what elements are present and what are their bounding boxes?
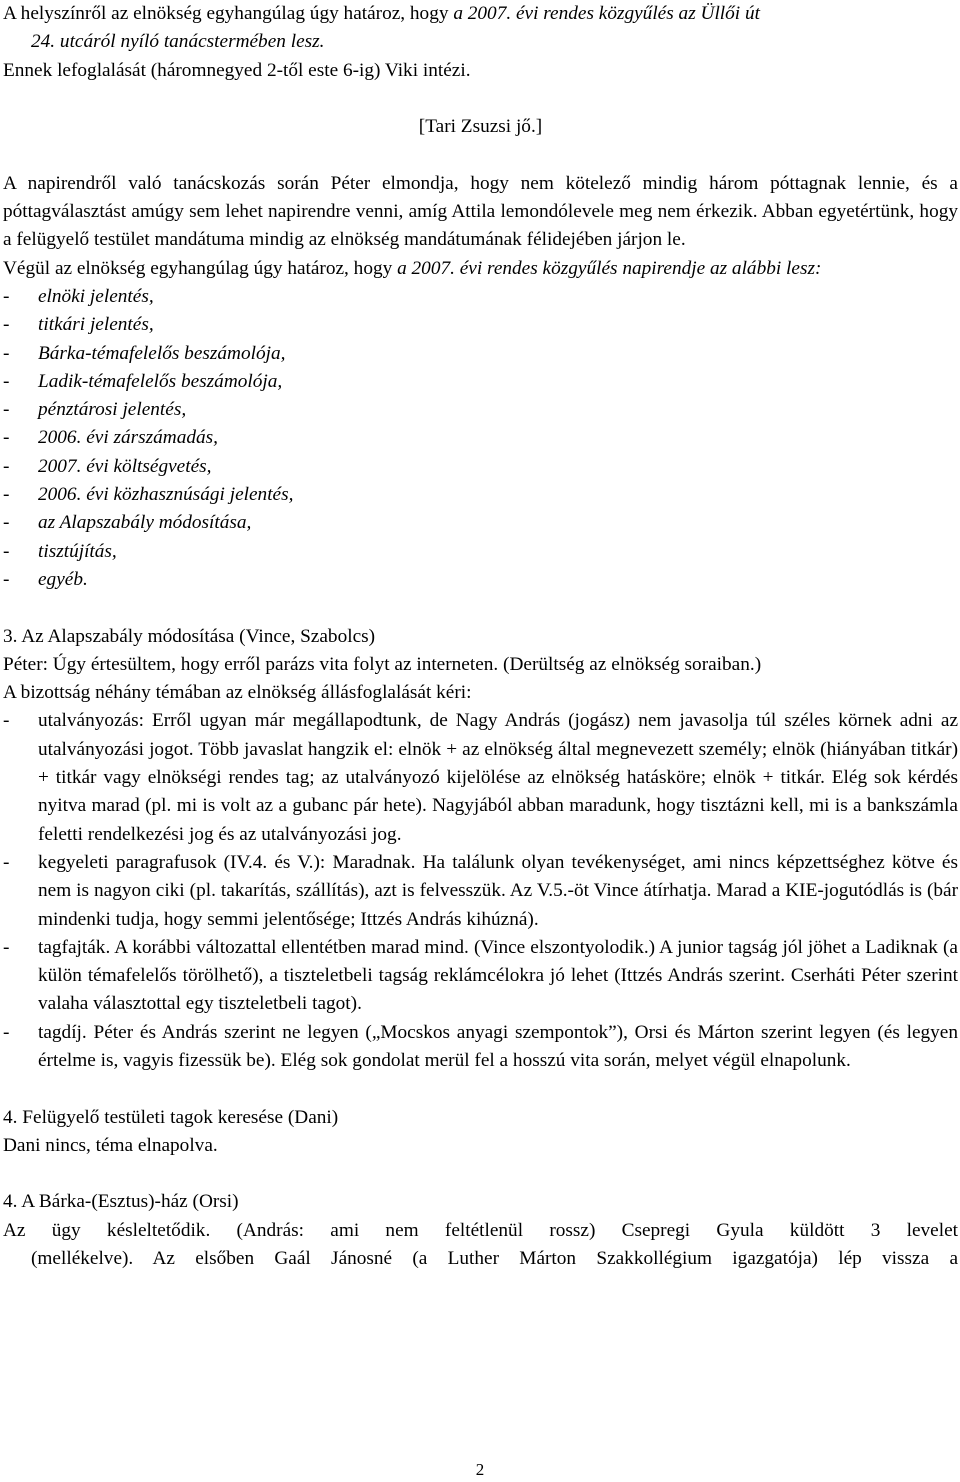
list-dash: - <box>3 1021 10 1043</box>
list-dash: - <box>3 710 10 732</box>
list-item-text: 2007. évi költségvetés, <box>38 455 212 477</box>
section-3-line-2: A bizottság néhány témában az elnökség állásfoglalását kéri: <box>3 682 472 704</box>
list-dash: - <box>3 370 10 392</box>
list-dash: - <box>3 484 10 506</box>
agenda-decision-paragraph <box>3 255 958 283</box>
section-4b-line-2: (mellékelve). Az elsőben Gaál Jánosné (a Luther Márton Szakkollégium igazgatója) lép vissza a <box>31 1248 958 1270</box>
list-item-text: 2006. évi zárszámadás, <box>38 427 218 449</box>
list-item-text: elnöki jelentés, <box>38 285 154 307</box>
list-item <box>3 849 958 934</box>
spacer <box>3 1160 958 1188</box>
list-item-text: egyéb. <box>38 568 88 590</box>
agenda-discussion-paragraph: A napirendről való tanácskozás során Péter elmondja, hogy nem kötelező mindig három póttagnak lennie, és a póttagválasztást amúgy sem lehet napirendre venni, amíg Attila lemondólevele meg nem érkezik. Abban egyetértünk, hogy a felügyelő testület mandátuma mindig az elnökség mandátumának félidejében járjon le. <box>3 172 958 251</box>
section-3-heading: 3. Az Alapszabály módosítása (Vince, Szabolcs) <box>3 625 376 647</box>
list-item <box>3 424 958 452</box>
list-dash: - <box>3 851 10 873</box>
list-item-text: tagdíj. Péter és András szerint ne legyen („Mocskos anyagi szempontok”), Orsi és Márton szerint legyen (és legyen értelme is, vagyis fizessük be). Elég sok gondolat merül fel a hosszú vita során, melyet végül elnapolunk. <box>38 1021 958 1071</box>
list-dash: - <box>3 342 10 364</box>
venue-italic-text: a 2007. évi rendes közgyűlés az Üllői út <box>453 3 760 24</box>
venue-italic-continued: 24. utcáról nyíló tanácstermében lesz. <box>31 31 325 53</box>
list-dash: - <box>3 455 10 477</box>
spacer <box>3 141 958 169</box>
list-dash: - <box>3 314 10 336</box>
list-item-text: tisztújítás, <box>38 540 117 562</box>
section-3-line-1: Péter: Úgy értesültem, hogy erről parázs vita folyt az interneten. (Derültség az elnökség soraiban.) <box>3 653 762 675</box>
list-item <box>3 283 958 311</box>
list-dash: - <box>3 936 10 958</box>
list-dash: - <box>3 540 10 562</box>
section-4b-heading: 4. A Bárka-(Esztus)-ház (Orsi) <box>3 1191 239 1213</box>
list-item-text: pénztárosi jelentés, <box>38 399 187 421</box>
list-dash: - <box>3 512 10 534</box>
spacer <box>3 85 958 113</box>
list-item <box>3 934 958 1019</box>
list-item <box>3 396 958 424</box>
venue-text: A helyszínről az elnökség egyhangúlag úgy határoz, hogy <box>3 3 454 24</box>
list-item <box>3 453 958 481</box>
list-dash: - <box>3 285 10 307</box>
agenda-list <box>3 283 958 594</box>
venue-line-1 <box>3 0 958 28</box>
list-item-text: tagfajták. A korábbi változattal ellentétben marad mind. (Vince elszontyolodik.) A junior tagság jól jöhet a Ladiknak (a külön témafelelős törölhető), a tiszteletbeli tagság reklámcélokra jó lehet (Ittzés András szerint. Cserháti Péter szerint valaha választottal egy tiszteletbeli tagot). <box>38 936 958 1015</box>
list-item-text: utalványozás: Erről ugyan már megállapodtunk, de Nagy András (jogász) nem javasolja túl széles körnek adni az utalványozási jogot. Több javaslat hangzik el: elnök + az elnökség által megnevezett személy; elnök (hiányában titkár) + titkár vagy elnökségi rendes tag; az utalványozó kijelölése az elnökség hatásköre; elnök + titkár. Elég sok kérdés nyitva marad (pl. mi is volt az a gubanc pár hete). Nagyjából abban maradunk, hogy tisztázni kell, mi is a bankszámla feletti rendelkezési jog és az utalványozási jog. <box>38 710 958 845</box>
list-dash: - <box>3 399 10 421</box>
list-item <box>3 509 958 537</box>
bylaws-topics-list <box>3 707 958 1075</box>
venue-paragraph <box>3 0 958 85</box>
spacer <box>3 1075 958 1103</box>
list-dash: - <box>3 568 10 590</box>
decision-italic-text: a 2007. évi rendes közgyűlés napirendje az alábbi lesz: <box>397 257 822 279</box>
page-number: 2 <box>475 1460 485 1479</box>
list-item-text: az Alapszabály módosítása, <box>38 512 252 534</box>
list-item <box>3 566 958 594</box>
list-item-text: titkári jelentés, <box>38 314 154 336</box>
document-page <box>3 0 958 1273</box>
list-item-text: Bárka-témafelelős beszámolója, <box>38 342 286 364</box>
section-4a-heading: 4. Felügyelő testületi tagok keresése (Dani) <box>3 1106 339 1128</box>
tari-note: [Tari Zsuzsi jő.] <box>418 116 543 138</box>
section-4b-line-1: Az ügy késleltetődik. (András: ami nem feltétlenül rossz) Csepregi Gyula küldött 3 levelet <box>3 1219 958 1241</box>
decision-text: Végül az elnökség egyhangúlag úgy határoz, hogy <box>3 257 398 279</box>
list-item <box>3 311 958 339</box>
list-item <box>3 1019 958 1076</box>
list-dash: - <box>3 427 10 449</box>
list-item-text: 2006. évi közhasznúsági jelentés, <box>38 484 294 506</box>
list-item <box>3 368 958 396</box>
list-item-text: kegyeleti paragrafusok (IV.4. és V.): Maradnak. Ha találunk olyan tevékenységet, ami nincs képzettséghez kötve és nem is nagyon ciki (pl. takarítás, szállítás), azt is felvesszük. Az V.5.-öt Vince átírhatja. Marad a KIE-jogutódlás is (bár mindenki tudja, hogy semmi jelentősége; Ittzés András kihúzná). <box>38 851 958 930</box>
list-item <box>3 538 958 566</box>
spacer <box>3 594 958 622</box>
list-item-text: Ladik-témafelelős beszámolója, <box>38 370 283 392</box>
section-4a-line: Dani nincs, téma elnapolva. <box>3 1134 218 1156</box>
list-item <box>3 481 958 509</box>
booking-line: Ennek lefoglalását (háromnegyed 2-től este 6-ig) Viki intézi. <box>3 59 471 81</box>
list-item <box>3 707 958 848</box>
venue-line-2 <box>3 28 958 56</box>
list-item <box>3 340 958 368</box>
